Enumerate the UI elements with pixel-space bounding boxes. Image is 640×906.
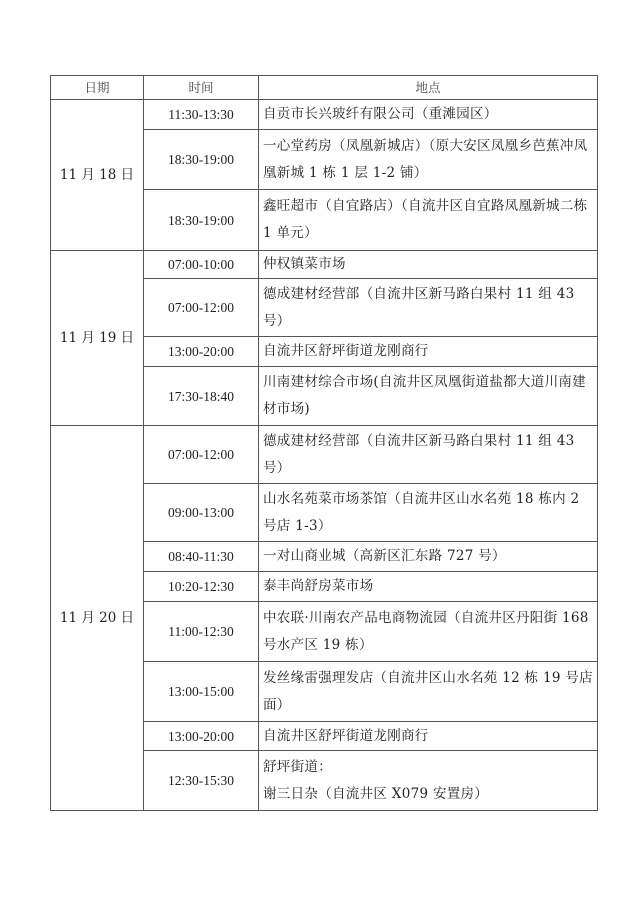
place-cell: 德成建材经营部（自流井区新马路白果村 11 组 43 号） — [259, 279, 598, 337]
time-cell: 08:40-11:30 — [144, 542, 259, 572]
place-cell: 川南建材综合市场(自流井区凤凰街道盐都大道川南建材市场) — [259, 367, 598, 426]
time-cell: 07:00-12:00 — [144, 279, 259, 337]
time-cell: 07:00-12:00 — [144, 426, 259, 484]
place-cell: 一对山商业城（高新区汇东路 727 号） — [259, 542, 598, 572]
schedule-body — [51, 100, 598, 811]
schedule-table — [50, 75, 598, 811]
place-cell: 自流井区舒坪街道龙刚商行 — [259, 722, 598, 751]
place-cell: 中农联·川南农产品电商物流园（自流井区丹阳街 168 号水产区 19 栋） — [259, 602, 598, 662]
date-cell: 11 月 19 日 — [51, 251, 144, 426]
table-row — [51, 426, 598, 484]
time-cell: 17:30-18:40 — [144, 367, 259, 426]
place-cell: 德成建材经营部（自流井区新马路白果村 11 组 43 号） — [259, 426, 598, 484]
header-time: 时间 — [144, 76, 259, 100]
time-cell: 11:00-12:30 — [144, 602, 259, 662]
time-cell: 13:00-15:00 — [144, 662, 259, 722]
time-cell: 12:30-15:30 — [144, 751, 259, 811]
time-cell: 11:30-13:30 — [144, 100, 259, 130]
time-cell: 18:30-19:00 — [144, 190, 259, 251]
place-line: 谢三日杂（自流井区 X079 安置房） — [263, 785, 489, 802]
place-cell: 仲权镇菜市场 — [259, 251, 598, 279]
place-cell: 一心堂药房（凤凰新城店）（原大安区凤凰乡芭蕉冲凤凰新城 1 栋 1 层 1-2 铺） — [259, 130, 598, 190]
place-cell — [259, 751, 598, 811]
place-cell: 自流井区舒坪街道龙刚商行 — [259, 337, 598, 367]
date-cell: 11 月 18 日 — [51, 100, 144, 251]
time-cell: 13:00-20:00 — [144, 337, 259, 367]
header-row — [51, 76, 598, 100]
table-row — [51, 100, 598, 130]
date-cell: 11 月 20 日 — [51, 426, 144, 811]
header-place: 地点 — [259, 76, 598, 100]
place-line: 舒坪街道： — [263, 758, 332, 775]
table-row — [51, 251, 598, 279]
time-cell: 10:20-12:30 — [144, 572, 259, 602]
header-date: 日期 — [51, 76, 144, 100]
place-cell: 自贡市长兴玻纤有限公司（重滩园区） — [259, 100, 598, 130]
place-cell: 泰丰尚舒房菜市场 — [259, 572, 598, 602]
place-cell: 鑫旺超市（自宜路店）（自流井区自宜路凤凰新城二栋 1 单元） — [259, 190, 598, 251]
time-cell: 09:00-13:00 — [144, 484, 259, 542]
time-cell: 18:30-19:00 — [144, 130, 259, 190]
place-cell: 发丝缘雷强理发店（自流井区山水名苑 12 栋 19 号店面） — [259, 662, 598, 722]
time-cell: 13:00-20:00 — [144, 722, 259, 751]
place-cell: 山水名苑菜市场茶馆（自流井区山水名苑 18 栋内 2 号店 1-3） — [259, 484, 598, 542]
time-cell: 07:00-10:00 — [144, 251, 259, 279]
